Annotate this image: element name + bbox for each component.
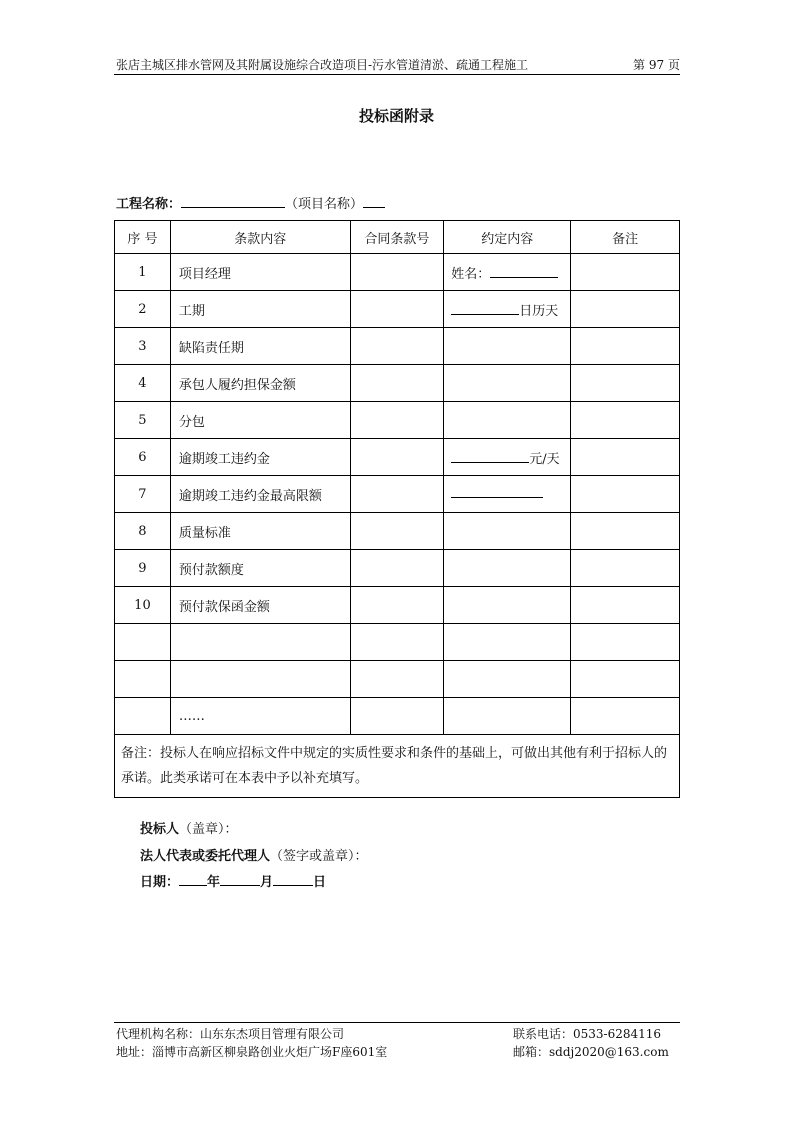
- row-no: [115, 661, 171, 698]
- date-label: 日期：: [140, 875, 180, 890]
- row-no: [115, 624, 171, 661]
- row-content[interactable]: [444, 476, 571, 513]
- header-project-title: 张店主城区排水管网及其附属设施综合改造项目-污水管道清淤、疏通工程施工: [116, 58, 529, 72]
- max-penalty-blank[interactable]: [451, 486, 543, 498]
- days-unit: 日历天: [519, 303, 559, 319]
- header-item: 条款内容: [170, 221, 350, 254]
- row-no: 6: [115, 439, 171, 476]
- page-title: 投标函附录: [358, 107, 434, 125]
- footer-agency: 代理机构名称：山东东杰项目管理有限公司: [116, 1027, 345, 1041]
- table-row: [115, 698, 680, 735]
- row-item: 项目经理: [170, 254, 350, 291]
- table-row: [115, 550, 680, 587]
- header-no: 序 号: [115, 221, 171, 254]
- days-blank[interactable]: [451, 303, 519, 315]
- header-divider: [114, 74, 680, 75]
- row-clause[interactable]: [350, 587, 444, 624]
- project-name-label: 工程名称：: [116, 197, 182, 212]
- row-item: 分包: [170, 402, 350, 439]
- row-remark[interactable]: [571, 550, 680, 587]
- row-remark[interactable]: [571, 402, 680, 439]
- row-no: 8: [115, 513, 171, 550]
- row-remark[interactable]: [571, 476, 680, 513]
- project-name-blank-2[interactable]: [363, 195, 385, 208]
- row-remark[interactable]: [571, 439, 680, 476]
- yuan-per-day: 元/天: [529, 451, 560, 467]
- table-row: [115, 291, 680, 328]
- project-name-blank[interactable]: [181, 195, 285, 208]
- row-item: 工期: [170, 291, 350, 328]
- day-blank[interactable]: [273, 874, 313, 886]
- table-row: [115, 365, 680, 402]
- row-clause[interactable]: [350, 476, 444, 513]
- table-row: [115, 439, 680, 476]
- header-remark: 备注: [571, 221, 680, 254]
- row-remark[interactable]: [571, 328, 680, 365]
- project-name-line: [116, 193, 385, 212]
- footer-divider: [114, 1022, 680, 1023]
- row-clause[interactable]: [350, 291, 444, 328]
- row-content[interactable]: [444, 402, 571, 439]
- footer-email: 邮箱：sddj2020@163.com: [513, 1045, 669, 1059]
- row-no: 2: [115, 291, 171, 328]
- row-item: 预付款额度: [170, 550, 350, 587]
- table-row: [115, 513, 680, 550]
- row-no: 5: [115, 402, 171, 439]
- row-item: 质量标准: [170, 513, 350, 550]
- row-content[interactable]: [444, 513, 571, 550]
- row-clause[interactable]: [350, 661, 444, 698]
- row-item: 预付款保函金额: [170, 587, 350, 624]
- month-label: 月: [260, 875, 274, 890]
- legal-hint: （签字或盖章）：: [270, 849, 368, 864]
- penalty-blank[interactable]: [451, 451, 529, 463]
- row-content[interactable]: [444, 254, 571, 291]
- year-label: 年: [207, 875, 221, 890]
- page-prefix: 第: [633, 58, 646, 72]
- table-header-row: [115, 221, 680, 254]
- month-blank[interactable]: [220, 874, 260, 886]
- row-no: 4: [115, 365, 171, 402]
- row-item: 逾期竣工违约金: [170, 439, 350, 476]
- year-blank[interactable]: [179, 874, 207, 886]
- row-content[interactable]: [444, 550, 571, 587]
- table-row: [115, 661, 680, 698]
- row-remark[interactable]: [571, 513, 680, 550]
- page-number-value: 97: [648, 58, 665, 72]
- row-content[interactable]: [444, 291, 571, 328]
- row-content[interactable]: [444, 661, 571, 698]
- table-row: [115, 624, 680, 661]
- row-clause[interactable]: [350, 439, 444, 476]
- date-line: [140, 871, 326, 890]
- header-content: 约定内容: [444, 221, 571, 254]
- row-remark[interactable]: [571, 365, 680, 402]
- bidder-line: [140, 818, 238, 837]
- row-remark[interactable]: [571, 661, 680, 698]
- row-content[interactable]: [444, 328, 571, 365]
- row-no: 3: [115, 328, 171, 365]
- row-clause[interactable]: [350, 698, 444, 735]
- row-item: 缺陷责任期: [170, 328, 350, 365]
- bidder-hint: （盖章）：: [179, 822, 238, 837]
- row-remark[interactable]: [571, 698, 680, 735]
- table-note: 备注：投标人在响应招标文件中规定的实质性要求和条件的基础上，可做出其他有利于招标人的承诺。此类承诺可在本表中予以补充填写。: [115, 735, 680, 798]
- row-no: [115, 698, 171, 735]
- table-row: [115, 254, 680, 291]
- row-no: 10: [115, 587, 171, 624]
- note-row: [115, 735, 680, 798]
- row-content[interactable]: [444, 365, 571, 402]
- legal-rep-line: [140, 845, 368, 864]
- legal-label: 法人代表或委托代理人: [140, 849, 271, 864]
- name-label: 姓名：: [451, 266, 491, 282]
- row-no: 9: [115, 550, 171, 587]
- row-no: 1: [115, 254, 171, 291]
- row-remark[interactable]: [571, 254, 680, 291]
- row-no: 7: [115, 476, 171, 513]
- name-blank[interactable]: [490, 266, 558, 278]
- row-item: ……: [170, 698, 350, 735]
- table-row: [115, 402, 680, 439]
- row-clause[interactable]: [350, 513, 444, 550]
- row-remark[interactable]: [571, 587, 680, 624]
- row-clause[interactable]: [350, 402, 444, 439]
- appendix-table: [114, 220, 680, 798]
- row-content[interactable]: [444, 439, 571, 476]
- page-suffix: 页: [667, 58, 680, 72]
- table-row: [115, 328, 680, 365]
- row-item: 逾期竣工违约金最高限额: [170, 476, 350, 513]
- row-clause[interactable]: [350, 624, 444, 661]
- header-clause: 合同条款号: [350, 221, 444, 254]
- row-item[interactable]: [170, 661, 350, 698]
- page-number: [633, 56, 680, 73]
- row-item: 承包人履约担保金额: [170, 365, 350, 402]
- row-remark[interactable]: [571, 624, 680, 661]
- bidder-label: 投标人: [140, 822, 180, 837]
- footer-phone: 联系电话：0533-6284116: [513, 1027, 662, 1041]
- row-remark[interactable]: [571, 291, 680, 328]
- table-row: [115, 476, 680, 513]
- row-content[interactable]: [444, 698, 571, 735]
- table-row: [115, 587, 680, 624]
- project-name-hint: （项目名称）: [285, 197, 364, 212]
- row-content[interactable]: [444, 587, 571, 624]
- row-item[interactable]: [170, 624, 350, 661]
- footer-address: 地址：淄博市高新区柳泉路创业火炬广场F座601室: [116, 1045, 388, 1059]
- row-content[interactable]: [444, 624, 571, 661]
- row-clause[interactable]: [350, 254, 444, 291]
- day-label: 日: [313, 875, 327, 890]
- row-clause[interactable]: [350, 328, 444, 365]
- row-clause[interactable]: [350, 550, 444, 587]
- row-clause[interactable]: [350, 365, 444, 402]
